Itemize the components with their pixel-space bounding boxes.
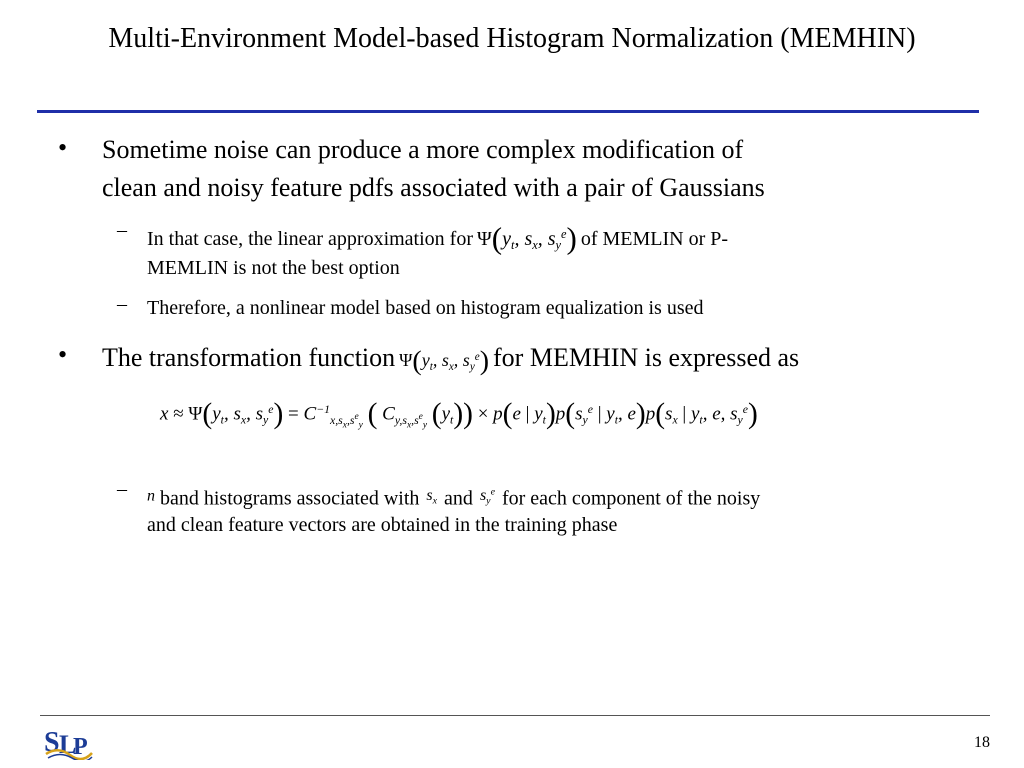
bullet-2-prefix: The transformation function [102,343,396,373]
memhin-equation: $x \approx \Psi(y_t$, $s_x$, $s_y^e) = C^{-1}_{x,s_x,s^e_y}$ ( $C_{y,s_x,s^e_y}$ $(y_t)) \times p(e$ | $y_t)p(s_y^e$ | $y_t$, $e)p(s_x$ | $y_t$, e, $s_y^e$) [160,398,758,430]
svg-text:L: L [59,730,77,759]
title-divider [37,110,979,113]
footer-divider [40,715,990,716]
s-x-symbol: sx [426,487,438,507]
psi-function-formula: $\Psi(y_t$, $s_x$, $s_y^e$) [399,345,490,377]
dash-icon: – [117,219,127,241]
bullet-2-suffix: for MEMHIN is expressed as [493,343,800,373]
bullet-icon: • [58,133,68,162]
bullet-1-line-1: Sometime noise can produce a more complex modification of [102,135,744,164]
n-symbol: n [147,487,155,505]
s-y-e-symbol: sye [479,487,495,507]
sub-bullet-1-prefix: In that case, the linear approximation for [147,227,473,250]
sub-bullet-2: Therefore, a nonlinear model based on histogram equalization is used [147,297,704,319]
dash-icon: – [117,293,127,315]
svg-text:S: S [44,727,60,758]
sub-bullet-3-text-c: for each component of the noisy [501,487,761,510]
dash-icon: – [117,478,127,500]
sub-bullet-1-suffix: of MEMLIN or P- [580,227,729,250]
bullet-2 [102,338,799,386]
psi-function-formula: $\Psi(y_t$, $s_x$, $s_y^e$) [477,220,577,256]
bullet-1-line-2: clean and noisy feature pdfs associated with a pair of Gaussians [102,173,765,202]
slide-title: Multi-Environment Model-based Histogram Normalization (MEMHIN) [108,23,916,54]
sub-bullet-3-text-a: band histograms associated with [160,487,420,510]
sub-bullet-3-line-2: and clean feature vectors are obtained in the training phase [147,514,618,536]
slp-logo-icon [44,724,94,760]
page-number: 18 [974,734,990,751]
sub-bullet-3-text-b: and [444,487,473,510]
bullet-icon: • [58,340,68,369]
sub-bullet-1-line-2: MEMLIN is not the best option [147,257,400,279]
svg-text:P: P [73,734,88,760]
